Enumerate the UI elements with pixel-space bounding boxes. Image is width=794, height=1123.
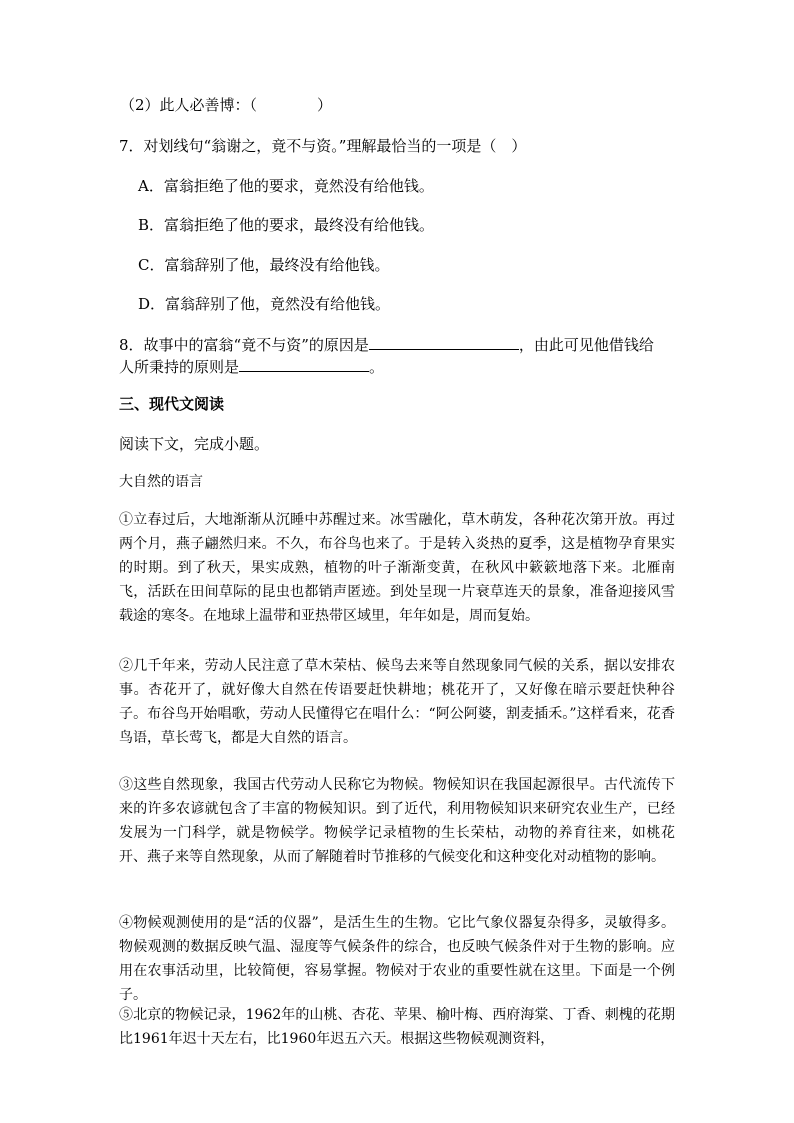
q8-text-1: 8．故事中的富翁“竟不与资”的原因是 — [119, 336, 369, 354]
q8-text-4: 。 — [369, 358, 385, 376]
q7-option-b: B．富翁拒绝了他的要求，最终没有给他钱。 — [138, 216, 435, 234]
q8-line-2 — [119, 356, 384, 377]
q7-option-a: A．富翁拒绝了他的要求，竟然没有给他钱。 — [138, 177, 434, 195]
q8-text-2: ，由此可见他借钱给 — [518, 336, 654, 354]
q8-answer-blank-1[interactable] — [369, 334, 519, 350]
reading-instruction: 阅读下文，完成小题。 — [119, 435, 270, 453]
q7-stem: 7．对划线句“翁谢之，竟不与资。”理解最恰当的一项是（ ） — [119, 137, 527, 155]
q7-option-d: D．富翁辞别了他，竟然没有给他钱。 — [138, 295, 391, 313]
q6-item-2: （2）此人必善博：（ ） — [120, 96, 333, 114]
article-paragraph-1: ①立春过后，大地渐渐从沉睡中苏醒过来。冰雪融化，草木萌发，各种花次第开放。再过两个月，燕子翩然归来。不久，布谷鸟也来了。于是转入炎热的夏季，这是植物孕育果实的时期。到了秋天，果实成熟，植物的叶子渐渐变黄，在秋风中簌簌地落下来。北雁南飞，活跃在田间草际的昆虫也都销声匿迹。到处呈现一片衰草连天的景象，准备迎接风雪载途的寒冬。在地球上温带和亚热带区域里，年年如是，周而复始。 — [119, 512, 675, 624]
article-paragraph-2: ②几千年来，劳动人民注意了草木荣枯、候鸟去来等自然现象同气候的关系，据以安排农事。杏花开了，就好像大自然在传语要赶快耕地；桃花开了，又好像在暗示要赶快种谷子。布谷鸟开始唱歌，劳动人民懂得它在唱什么：“阿公阿婆，割麦插禾。”这样看来，花香鸟语，草长莺飞，都是大自然的语言。 — [119, 658, 675, 746]
q7-option-c: C．富翁辞别了他，最终没有给他钱。 — [138, 256, 390, 274]
article-paragraph-5: ⑤北京的物候记录，1962年的山桃、杏花、苹果、榆叶梅、西府海棠、丁香、刺槐的花期比1961年迟十天左右，比1960年迟五六天。根据这些物候观测资料， — [119, 1007, 675, 1047]
article-paragraph-3: ③这些自然现象，我国古代劳动人民称它为物候。物候知识在我国起源很早。古代流传下来的许多农谚就包含了丰富的物候知识。到了近代，利用物候知识来研究农业生产，已经发展为一门科学，就是物候学。物候学记录植物的生长荣枯，动物的养育往来，如桃花开、燕子来等自然现象，从而了解随着时节推移的气候变化和这种变化对动植物的影响。 — [119, 777, 675, 865]
article-paragraph-4: ④物候观测使用的是“活的仪器”，是活生生的生物。它比气象仪器复杂得多，灵敏得多。物候观测的数据反映气温、湿度等气候条件的综合，也反映气候条件对于生物的影响。应用在农事活动里，比较简便，容易掌握。物候对于农业的重要性就在这里。下面是一个例子。 — [119, 915, 675, 1003]
section-heading: 三、现代文阅读 — [119, 395, 225, 413]
q8-answer-blank-2[interactable] — [239, 356, 369, 372]
q8-line-1 — [119, 334, 654, 355]
article-title: 大自然的语言 — [119, 474, 203, 490]
q8-text-3: 人所秉持的原则是 — [119, 358, 240, 376]
